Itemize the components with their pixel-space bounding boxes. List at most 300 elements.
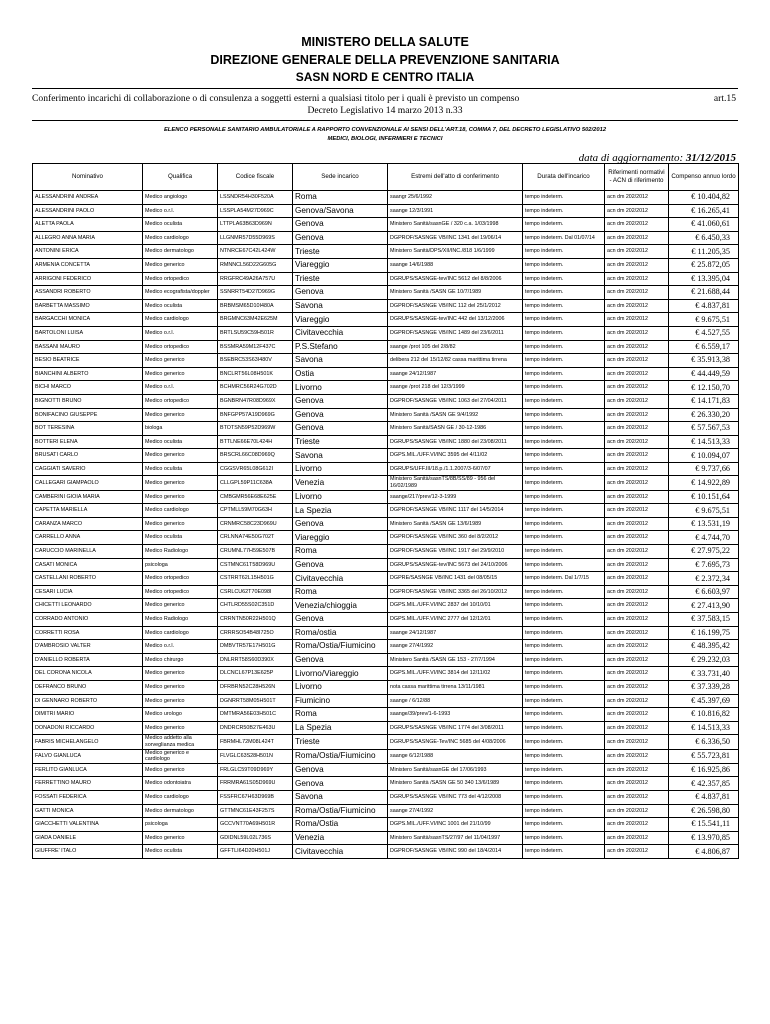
cell-qualifica: Medico generico (143, 763, 218, 777)
cell-sede: Civitavecchia (293, 845, 388, 859)
cell-compenso: € 48.395,42 (669, 640, 739, 654)
cell-riferimenti: acn dm 202/2012 (605, 585, 669, 599)
cell-riferimenti: acn dm 202/2012 (605, 531, 669, 545)
cell-durata: tempo indeterm. (523, 558, 605, 572)
cell-riferimenti: acn dm 202/2012 (605, 245, 669, 259)
table-row (33, 721, 739, 735)
cell-sede: Genova (293, 613, 388, 627)
cell-nominativo: DEL CORONA NICOLA (33, 667, 143, 681)
cell-estremi-atto: saange 24/12/1987 (388, 367, 523, 381)
cell-sede: Genova (293, 517, 388, 531)
cell-estremi-atto: saange /prot 218 del 12/3/1999 (388, 381, 523, 395)
cell-sede: Trieste (293, 245, 388, 259)
table-row (33, 449, 739, 463)
header-compenso: Compenso annuo lordo (669, 164, 739, 191)
cell-nominativo: ARMENIA CONCETTA (33, 258, 143, 272)
header-riferimenti: Riferimenti normativi - ACN di riferimento (605, 164, 669, 191)
cell-nominativo: CORRADO ANTONIO (33, 613, 143, 627)
header-qualifica: Qualifica (143, 164, 218, 191)
cell-sede: Trieste (293, 272, 388, 286)
table-row (33, 191, 739, 205)
cell-nominativo: GIUFFRE' ITALO (33, 845, 143, 859)
cell-durata: tempo indeterm. (523, 476, 605, 490)
article-reference: art.15 (713, 93, 736, 104)
cell-sede: Genova (293, 394, 388, 408)
list-subtitle-line-1: ELENCO PERSONALE SANITARIO AMBULATORIALE A RAPPORTO CONVENZIONALE AI SENSI DELL'ART.18, COMMA 7, DEL DECRETO LEGISLATIVO 502/2012 (163, 127, 607, 133)
cell-nominativo: BESIO BEATRICE (33, 354, 143, 368)
cell-durata: tempo indeterm. (523, 394, 605, 408)
cell-compenso: € 15.541,11 (669, 818, 739, 832)
cell-codice-fiscale: CRUMNL77H59E507B (218, 545, 293, 559)
cell-compenso: € 11.205,35 (669, 245, 739, 259)
cell-sede: Savona (293, 449, 388, 463)
cell-durata: tempo indeterm. (523, 653, 605, 667)
cell-sede: La Spezia (293, 504, 388, 518)
cell-estremi-atto: DGRUPS/SASNGE VB/INC 773 del 4/12/2008 (388, 790, 523, 804)
table-row (33, 462, 739, 476)
cell-codice-fiscale: FRLGLC59T09D969Y (218, 763, 293, 777)
intro-line-1: Conferimento incarichi di collaborazione o di consulenza a soggetti esterni a qualsiasi titolo per i quali è previsto un compenso (32, 93, 520, 104)
cell-estremi-atto: DGPROF/SASNGE VB/INC 1063 del 27/04/2011 (388, 394, 523, 408)
table-row (33, 435, 739, 449)
table-row (33, 286, 739, 300)
cell-qualifica: Medico generico (143, 449, 218, 463)
cell-nominativo: GATTI MONICA (33, 804, 143, 818)
cell-estremi-atto: saange 24/12/1987 (388, 626, 523, 640)
cell-nominativo: D'ANIELLO ROBERTA (33, 653, 143, 667)
cell-compenso: € 9.675,51 (669, 504, 739, 518)
cell-sede: Roma/Ostia/Fiumicino (293, 749, 388, 763)
cell-qualifica: Medico generico (143, 599, 218, 613)
cell-sede: Livorno (293, 680, 388, 694)
cell-riferimenti: acn dm 202/2012 (605, 258, 669, 272)
table-row (33, 517, 739, 531)
cell-nominativo: BARTOLONI LUISA (33, 326, 143, 340)
cell-durata: tempo indeterm. (523, 667, 605, 681)
cell-codice-fiscale: CRLNNA74E50G702T (218, 531, 293, 545)
cell-codice-fiscale: BNFGPP57A19D969G (218, 408, 293, 422)
cell-sede: Venezia/chioggia (293, 599, 388, 613)
table-row (33, 422, 739, 436)
cell-durata: tempo indeterm. (523, 504, 605, 518)
cell-durata: tempo indeterm. (523, 490, 605, 504)
cell-nominativo: ALETTA PAOLA (33, 218, 143, 232)
cell-sede: Fiumicino (293, 694, 388, 708)
cell-riferimenti: acn dm 202/2012 (605, 231, 669, 245)
ministry-title: MINISTERO DELLA SALUTE (301, 35, 469, 49)
cell-nominativo: ANTONINI ERICA (33, 245, 143, 259)
cell-codice-fiscale: CMBGMR56E68E625E (218, 490, 293, 504)
cell-nominativo: FABRIS MICHELANGELO (33, 735, 143, 749)
cell-compenso: € 16.199,75 (669, 626, 739, 640)
cell-sede: Livorno (293, 490, 388, 504)
cell-qualifica: Medico addetto alla sorveglianza medica (143, 735, 218, 749)
table-row (33, 763, 739, 777)
cell-estremi-atto: DGPROF/SASNGE VB/INC 1117 del 14/5/2014 (388, 504, 523, 518)
cell-nominativo: ALESSANDRINI PAOLO (33, 204, 143, 218)
cell-durata: tempo indeterm. (523, 721, 605, 735)
cell-compenso: € 16.925,86 (669, 763, 739, 777)
cell-codice-fiscale: FSSFRC67H63D969B (218, 790, 293, 804)
cell-qualifica: Medico generico (143, 694, 218, 708)
cell-nominativo: CALLEGARI GIAMPAOLO (33, 476, 143, 490)
cell-codice-fiscale: BRTLSU59C59H501R (218, 326, 293, 340)
cell-codice-fiscale: BRBMSM65D10I480A (218, 299, 293, 313)
office-title: SASN NORD E CENTRO ITALIA (295, 70, 475, 84)
cell-estremi-atto: DGPROF/SASNGE VB/INC 1341 del 19/06/14 (388, 231, 523, 245)
cell-estremi-atto: DGPS.MIL./UFF.VI/INC 3814 del 12/11/02 (388, 667, 523, 681)
cell-durata: tempo indeterm. (523, 340, 605, 354)
cell-riferimenti: acn dm 202/2012 (605, 804, 669, 818)
cell-durata: tempo indeterm. (523, 694, 605, 708)
cell-compenso: € 9.675,51 (669, 313, 739, 327)
intro-rule (32, 120, 738, 121)
cell-estremi-atto: DGPS.MIL./UFF.VI/INC 3595 del 4/11/02 (388, 449, 523, 463)
cell-estremi-atto: Ministero Sanità/DPS/XII/INC./818 1/6/1999 (388, 245, 523, 259)
cell-compenso: € 6.603,97 (669, 585, 739, 599)
cell-durata: tempo indeterm. (523, 831, 605, 845)
update-value: 31/12/2015 (685, 152, 736, 164)
cell-sede: Roma (293, 585, 388, 599)
cell-durata: tempo indeterm. (523, 258, 605, 272)
cell-compenso: € 57.567,53 (669, 422, 739, 436)
list-subtitle-line-2: MEDICI, BIOLOGI, INFERMIERI E TECNICI (327, 136, 443, 142)
cell-durata: tempo indeterm. (523, 408, 605, 422)
cell-qualifica: Medico urologo (143, 708, 218, 722)
cell-qualifica: Medico oculista (143, 299, 218, 313)
cell-nominativo: BICHI MARCO (33, 381, 143, 395)
cell-riferimenti: acn dm 202/2012 (605, 558, 669, 572)
cell-nominativo: BOTTERI ELENA (33, 435, 143, 449)
cell-compenso: € 14.513,33 (669, 721, 739, 735)
cell-nominativo: BONIFACINO GIUSEPPE (33, 408, 143, 422)
cell-nominativo: FALVO GIANLUCA (33, 749, 143, 763)
header-estremi-atto: Estremi dell'atto di conferimento (388, 164, 523, 191)
personnel-table (32, 163, 739, 859)
cell-qualifica: Medico generico (143, 667, 218, 681)
cell-riferimenti: acn dm 202/2012 (605, 462, 669, 476)
cell-riferimenti: acn dm 202/2012 (605, 422, 669, 436)
cell-riferimenti: acn dm 202/2012 (605, 626, 669, 640)
cell-riferimenti: acn dm 202/2012 (605, 790, 669, 804)
cell-riferimenti: acn dm 202/2012 (605, 394, 669, 408)
cell-sede: Roma/Ostia (293, 818, 388, 832)
cell-riferimenti: acn dm 202/2012 (605, 545, 669, 559)
cell-riferimenti: acn dm 202/2012 (605, 831, 669, 845)
cell-estremi-atto: DGRUPS/UFF.III/18.p./1.1.2007/3-6/07/07 (388, 462, 523, 476)
cell-codice-fiscale: BTOTSN59P52D969W (218, 422, 293, 436)
cell-sede: Genova (293, 777, 388, 791)
cell-riferimenti: acn dm 202/2012 (605, 191, 669, 205)
cell-riferimenti: acn dm 202/2012 (605, 326, 669, 340)
header-nominativo: Nominativo (33, 164, 143, 191)
cell-durata: tempo indeterm. (523, 435, 605, 449)
cell-riferimenti: acn dm 202/2012 (605, 272, 669, 286)
cell-qualifica: Medico generico (143, 517, 218, 531)
cell-compenso: € 2.372,34 (669, 572, 739, 586)
cell-estremi-atto: DGRUPS/SASNGE-tev/INC 442 del 13/12/2006 (388, 313, 523, 327)
cell-codice-fiscale: CGGSVR65L08G612I (218, 462, 293, 476)
cell-qualifica: Medico o.r.l. (143, 204, 218, 218)
cell-qualifica: Medico dermatologo (143, 804, 218, 818)
cell-durata: tempo indeterm. (523, 449, 605, 463)
cell-nominativo: BIANCHINI ALBERTO (33, 367, 143, 381)
cell-qualifica: Medico chirurgo (143, 653, 218, 667)
cell-qualifica: Medico generico (143, 831, 218, 845)
cell-codice-fiscale: LLGNMR57D55D969S (218, 231, 293, 245)
cell-sede: Genova (293, 231, 388, 245)
cell-estremi-atto: saange/39/prev/1-6-1993 (388, 708, 523, 722)
cell-compenso: € 42.357,85 (669, 777, 739, 791)
cell-qualifica: Medico angiologo (143, 191, 218, 205)
cell-durata: tempo indeterm. (523, 790, 605, 804)
cell-durata: tempo indeterm. (523, 640, 605, 654)
cell-estremi-atto: saange /prot 105 del 2/8/82 (388, 340, 523, 354)
cell-nominativo: ALLEGRO ANNA MARIA (33, 231, 143, 245)
intro-text (32, 93, 738, 117)
list-subtitle (32, 126, 738, 144)
table-row (33, 804, 739, 818)
cell-nominativo: CARANZA MARCO (33, 517, 143, 531)
table-row (33, 640, 739, 654)
intro-line-2: Decreto Legislativo 14 marzo 2013 n.33 (307, 105, 463, 116)
cell-nominativo: CHICETTI LEONARDO (33, 599, 143, 613)
cell-estremi-atto: DGPROF/SASNGE VB/INC 360 del 8/2/2012 (388, 531, 523, 545)
cell-sede: Trieste (293, 735, 388, 749)
cell-nominativo: FERRETTINO MAURO (33, 777, 143, 791)
cell-compenso: € 26.598,80 (669, 804, 739, 818)
cell-codice-fiscale: RRGFRC49A26A757U (218, 272, 293, 286)
cell-compenso: € 55.723,81 (669, 749, 739, 763)
table-row (33, 749, 739, 763)
cell-estremi-atto: DGRUPS/SASNGE-tev/INC 5673 del 24/10/2006 (388, 558, 523, 572)
cell-codice-fiscale: CSRLCU62T70E098I (218, 585, 293, 599)
table-row (33, 831, 739, 845)
table-row (33, 845, 739, 859)
cell-qualifica: Medico oculista (143, 435, 218, 449)
cell-compenso: € 45.397,69 (669, 694, 739, 708)
cell-codice-fiscale: DLCNCL67P13E625P (218, 667, 293, 681)
table-row (33, 272, 739, 286)
cell-compenso: € 14.513,33 (669, 435, 739, 449)
cell-estremi-atto: DGPS.MIL./UFF.VI/INC 2837 del 10/10/01 (388, 599, 523, 613)
table-row (33, 667, 739, 681)
cell-sede: Roma (293, 708, 388, 722)
cell-qualifica: biologa (143, 422, 218, 436)
cell-riferimenti: acn dm 202/2012 (605, 640, 669, 654)
cell-estremi-atto: Ministero Sanità /SASN GE 9/4/1992 (388, 408, 523, 422)
cell-compenso: € 4.837,81 (669, 790, 739, 804)
cell-riferimenti: acn dm 202/2012 (605, 313, 669, 327)
table-row (33, 818, 739, 832)
cell-durata: tempo indeterm. (523, 845, 605, 859)
table-header-row (33, 164, 739, 191)
cell-durata: tempo indeterm. (523, 777, 605, 791)
cell-durata: tempo indeterm. (523, 462, 605, 476)
cell-sede: Genova (293, 408, 388, 422)
cell-codice-fiscale: FRRMRA61S05D969U (218, 777, 293, 791)
cell-riferimenti: acn dm 202/2012 (605, 777, 669, 791)
cell-nominativo: FERLITO GIANLUCA (33, 763, 143, 777)
cell-qualifica: psicologa (143, 558, 218, 572)
table-row (33, 694, 739, 708)
cell-riferimenti: acn dm 202/2012 (605, 218, 669, 232)
cell-riferimenti: acn dm 202/2012 (605, 408, 669, 422)
cell-nominativo: GIACCHETTI VALENTINA (33, 818, 143, 832)
cell-estremi-atto: DGPS.MIL./UFF.VI/INC 1001 del 21/10/99 (388, 818, 523, 832)
cell-riferimenti: acn dm 202/2012 (605, 763, 669, 777)
cell-riferimenti: acn dm 202/2012 (605, 354, 669, 368)
cell-sede: La Spezia (293, 721, 388, 735)
cell-compenso: € 21.688,44 (669, 286, 739, 300)
cell-compenso: € 27.975,22 (669, 545, 739, 559)
table-row (33, 231, 739, 245)
cell-sede: Trieste (293, 435, 388, 449)
cell-compenso: € 4.806,87 (669, 845, 739, 859)
cell-codice-fiscale: GTTMNC61E43F257S (218, 804, 293, 818)
cell-nominativo: D'AMBROSIO VALTER (33, 640, 143, 654)
cell-qualifica: Medico oculista (143, 845, 218, 859)
cell-nominativo: ASSANDRI ROBERTO (33, 286, 143, 300)
cell-sede: Civitavecchia (293, 326, 388, 340)
cell-riferimenti: acn dm 202/2012 (605, 613, 669, 627)
cell-codice-fiscale: CLLGPL59P11C638A (218, 476, 293, 490)
header-rule (32, 88, 738, 89)
cell-compenso: € 26.330,20 (669, 408, 739, 422)
cell-compenso: € 37.339,28 (669, 680, 739, 694)
cell-durata: tempo indeterm. (523, 613, 605, 627)
cell-nominativo: CARUCCIO MARINELLA (33, 545, 143, 559)
cell-nominativo: ARRIGONI FEDERICO (33, 272, 143, 286)
cell-compenso: € 29.232,03 (669, 653, 739, 667)
cell-codice-fiscale: BSSMRA59M12F437C (218, 340, 293, 354)
cell-estremi-atto: saange 27/4/1992 (388, 804, 523, 818)
cell-nominativo: CAPETTA MARIELLA (33, 504, 143, 518)
cell-compenso: € 27.413,90 (669, 599, 739, 613)
cell-estremi-atto: DGRUPS/SASNGE-Tev/INC 5685 del 4/08/2006 (388, 735, 523, 749)
cell-qualifica: Medico o.r.l. (143, 640, 218, 654)
cell-qualifica: Medico dermatologo (143, 245, 218, 259)
cell-durata: tempo indeterm. (523, 313, 605, 327)
cell-sede: Genova (293, 763, 388, 777)
cell-riferimenti: acn dm 202/2012 (605, 381, 669, 395)
cell-codice-fiscale: SSNRRT54D27D969G (218, 286, 293, 300)
cell-codice-fiscale: GCCVNT70A69H501R (218, 818, 293, 832)
cell-codice-fiscale: GFFTLI64D20H501J (218, 845, 293, 859)
cell-estremi-atto: DGPROF/SASNGE VB/INC 3365 del 26/10/2012 (388, 585, 523, 599)
table-row (33, 408, 739, 422)
cell-sede: Genova (293, 653, 388, 667)
cell-codice-fiscale: CSTMNC61T58D969U (218, 558, 293, 572)
cell-riferimenti: acn dm 202/2012 (605, 721, 669, 735)
cell-compenso: € 10.151,64 (669, 490, 739, 504)
cell-durata: tempo indeterm. (523, 763, 605, 777)
cell-nominativo: CAGGIATI SAVERIO (33, 462, 143, 476)
cell-durata: tempo indeterm. (523, 354, 605, 368)
cell-sede: Savona (293, 354, 388, 368)
cell-compenso: € 6.559,17 (669, 340, 739, 354)
cell-nominativo: CASTELLANI ROBERTO (33, 572, 143, 586)
directorate-title: DIREZIONE GENERALE DELLA PREVENZIONE SANITARIA (210, 53, 560, 67)
cell-qualifica: Medico generico (143, 258, 218, 272)
cell-qualifica: Medico cardiologo (143, 313, 218, 327)
cell-durata: tempo indeterm. (523, 367, 605, 381)
cell-qualifica: Medico ortopedico (143, 272, 218, 286)
cell-durata: tempo indeterm. (523, 272, 605, 286)
cell-qualifica: Medico ortopedico (143, 585, 218, 599)
cell-codice-fiscale: DFRBRN52C28H526N (218, 680, 293, 694)
cell-estremi-atto: DGPROF/SASNGE VB/INC 1489 del 23/6/2011 (388, 326, 523, 340)
cell-qualifica: Medico ecografista/doppler (143, 286, 218, 300)
cell-nominativo: CORRETTI ROSA (33, 626, 143, 640)
cell-estremi-atto: Ministero Sanità /SASN GE 50 340 13/6/1989 (388, 777, 523, 791)
table-row (33, 558, 739, 572)
cell-sede: Roma (293, 545, 388, 559)
cell-estremi-atto: saange 14/6/1988 (388, 258, 523, 272)
cell-estremi-atto: delibera 212 del 15/12/82 cassa marittima tirrena (388, 354, 523, 368)
cell-durata: tempo indeterm. (523, 245, 605, 259)
cell-sede: Roma/Ostia/Fiumicino (293, 804, 388, 818)
cell-qualifica: Medico cardiologo (143, 790, 218, 804)
cell-estremi-atto: Ministero Sanità /SASN GE 13/6/1989 (388, 517, 523, 531)
cell-qualifica: Medico generico (143, 354, 218, 368)
cell-codice-fiscale: NTNRCE67C42L424W (218, 245, 293, 259)
cell-codice-fiscale: BRGMNC63M42E625M (218, 313, 293, 327)
cell-nominativo: DEFRANCO BRUNO (33, 680, 143, 694)
cell-codice-fiscale: LSSPLA54M27D969C (218, 204, 293, 218)
cell-sede: Civitavecchia (293, 572, 388, 586)
cell-durata: tempo indeterm. (523, 204, 605, 218)
table-row (33, 381, 739, 395)
cell-nominativo: BOT TERESINA (33, 422, 143, 436)
cell-codice-fiscale: BNCLRT56L08H501K (218, 367, 293, 381)
cell-qualifica: Medico generico (143, 490, 218, 504)
cell-codice-fiscale: CHTLRD55S02C351D (218, 599, 293, 613)
cell-estremi-atto: DGPROF/SASNGE VB/INC 990 del 18/4/2014 (388, 845, 523, 859)
cell-durata: tempo indeterm. (523, 585, 605, 599)
cell-sede: Viareggio (293, 258, 388, 272)
cell-sede: Genova/Savona (293, 204, 388, 218)
table-row (33, 490, 739, 504)
table-row (33, 777, 739, 791)
cell-qualifica: Medico oculista (143, 531, 218, 545)
table-row (33, 326, 739, 340)
cell-riferimenti: acn dm 202/2012 (605, 749, 669, 763)
cell-durata: tempo indeterm. (523, 545, 605, 559)
cell-estremi-atto: DGPS.MIL./UFF.VI/INC 2777 del 12/12/01 (388, 613, 523, 627)
cell-compenso: € 14.171,83 (669, 394, 739, 408)
cell-nominativo: BASSANI MAURO (33, 340, 143, 354)
cell-codice-fiscale: FBRMHL72M08L424T (218, 735, 293, 749)
cell-riferimenti: acn dm 202/2012 (605, 204, 669, 218)
cell-estremi-atto: saange 27/4/1992 (388, 640, 523, 654)
cell-codice-fiscale: LTTPLA63B63D969N (218, 218, 293, 232)
cell-riferimenti: acn dm 202/2012 (605, 340, 669, 354)
cell-riferimenti: acn dm 202/2012 (605, 653, 669, 667)
cell-compenso: € 25.872,05 (669, 258, 739, 272)
table-row (33, 394, 739, 408)
cell-compenso: € 12.150,70 (669, 381, 739, 395)
cell-codice-fiscale: DNDRCR50B27E463U (218, 721, 293, 735)
cell-riferimenti: acn dm 202/2012 (605, 708, 669, 722)
cell-estremi-atto: DGRUPS/SASNGE VB/INC 1774 del 3/08/2011 (388, 721, 523, 735)
cell-riferimenti: acn dm 202/2012 (605, 735, 669, 749)
cell-durata: tempo indeterm. (523, 299, 605, 313)
cell-riferimenti: acn dm 202/2012 (605, 299, 669, 313)
cell-codice-fiscale: BRSCRL66C08D969Q (218, 449, 293, 463)
cell-compenso: € 14.922,89 (669, 476, 739, 490)
cell-codice-fiscale: DGNRRT58M05H501T (218, 694, 293, 708)
